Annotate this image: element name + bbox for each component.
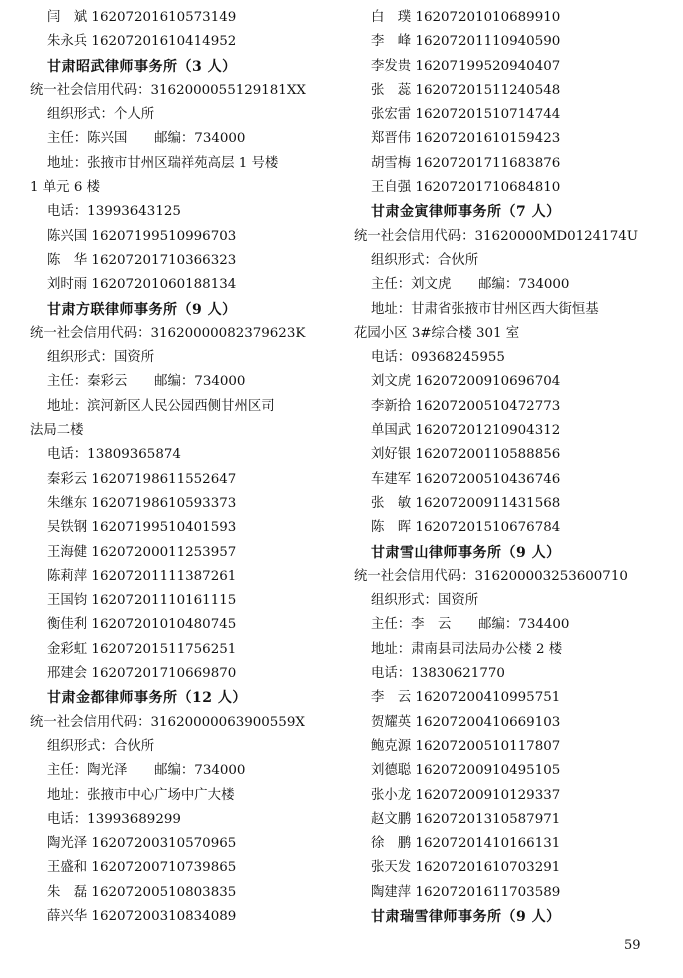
text-line: 郑晋伟 16207201610159423 bbox=[371, 131, 561, 147]
text-line: 白 璞 16207201010689910 bbox=[371, 10, 561, 25]
text-line: 花园小区 3#综合楼 301 室 bbox=[354, 325, 520, 341]
text-line: 金彩虹 16207201511756251 bbox=[47, 641, 237, 657]
firm-heading: 甘肃金寅律师事务所（7 人） bbox=[371, 204, 561, 221]
firm-heading: 甘肃昭武律师事务所（3 人） bbox=[47, 58, 237, 75]
text-line: 刘文虎 16207200910696704 bbox=[371, 374, 561, 390]
text-line: 组织形式：合伙所 bbox=[47, 738, 155, 754]
page-number: 59 bbox=[624, 938, 641, 953]
text-line: 统一社会信用代码：316200003253600710 bbox=[354, 568, 628, 584]
text-line: 电话：13993689299 bbox=[47, 811, 181, 827]
text-line: 地址：甘肃省张掖市甘州区西大街恒基 bbox=[371, 301, 599, 317]
text-line: 主任：陶光泽 邮编：734000 bbox=[47, 763, 246, 779]
text-line: 1 单元 6 楼 bbox=[30, 180, 100, 196]
text-line: 电话：13809365874 bbox=[47, 447, 181, 463]
text-line: 邢建会 16207201710669870 bbox=[47, 666, 237, 682]
text-line: 李 云 16207200410995751 bbox=[371, 690, 561, 706]
text-line: 组织形式：合伙所 bbox=[371, 252, 479, 268]
text-line: 赵文鹏 16207201310587971 bbox=[371, 811, 561, 827]
text-line: 陈 晖 16207201510676784 bbox=[371, 520, 561, 536]
firm-heading: 甘肃金都律师事务所（12 人） bbox=[47, 690, 247, 707]
text-line: 薛兴华 16207200310834089 bbox=[47, 908, 237, 924]
text-line: 组织形式：国资所 bbox=[47, 350, 155, 366]
text-line: 电话：09368245955 bbox=[371, 350, 505, 366]
text-line: 电话：13993643125 bbox=[47, 204, 181, 220]
text-line: 组织形式：个人所 bbox=[47, 107, 155, 123]
text-line: 地址：张掖市甘州区瑞祥苑高层 1 号楼 bbox=[47, 155, 279, 171]
text-line: 统一社会信用代码：31620000MD0124174U bbox=[354, 228, 639, 244]
text-line: 张宏雷 16207201510714744 bbox=[371, 107, 561, 123]
text-line: 朱 磊 16207200510803835 bbox=[47, 884, 237, 900]
text-line: 刘好银 16207200110588856 bbox=[371, 447, 561, 463]
text-line: 张天发 16207201610703291 bbox=[371, 860, 561, 876]
text-line: 李发贵 16207199520940407 bbox=[371, 58, 561, 74]
text-line: 张 蕊 16207201511240548 bbox=[371, 82, 561, 98]
text-line: 陈兴国 16207199510996703 bbox=[47, 228, 237, 244]
text-line: 王自强 16207201710684810 bbox=[371, 180, 561, 196]
text-line: 张 敏 16207200911431568 bbox=[371, 495, 561, 511]
text-line: 地址：滨河新区人民公园西侧甘州区司 bbox=[47, 398, 275, 414]
text-line: 王海健 16207200011253957 bbox=[47, 544, 237, 560]
left-column bbox=[30, 6, 330, 929]
text-line: 张小龙 16207200910129337 bbox=[371, 787, 561, 803]
text-line: 刘德聪 16207200910495105 bbox=[371, 763, 561, 779]
text-line: 贺耀英 16207200410669103 bbox=[371, 714, 561, 730]
text-line: 衡佳利 16207201010480745 bbox=[47, 617, 237, 633]
text-line: 单国武 16207201210904312 bbox=[371, 423, 561, 439]
text-line: 地址：肃南县司法局办公楼 2 楼 bbox=[371, 641, 563, 657]
text-line: 主任：秦彩云 邮编：734000 bbox=[47, 374, 246, 390]
text-line: 主任：李 云 邮编：734400 bbox=[371, 617, 570, 633]
text-line: 统一社会信用代码：31620000082379623K bbox=[30, 325, 306, 341]
text-line: 鲍克源 16207200510117807 bbox=[371, 738, 561, 754]
text-line: 秦彩云 16207198611552647 bbox=[47, 471, 237, 487]
firm-heading: 甘肃瑞雪律师事务所（9 人） bbox=[371, 908, 561, 925]
text-line: 陶建萍 16207201611703589 bbox=[371, 884, 561, 900]
text-line: 陶光泽 16207200310570965 bbox=[47, 836, 237, 852]
text-line: 组织形式：国资所 bbox=[371, 593, 479, 609]
text-line: 陈莉萍 16207201111387261 bbox=[47, 568, 237, 584]
text-line: 地址：张掖市中心广场中广大楼 bbox=[47, 787, 235, 803]
text-line: 刘时雨 16207201060188134 bbox=[47, 277, 237, 293]
firm-heading: 甘肃雪山律师事务所（9 人） bbox=[371, 544, 561, 561]
text-line: 闫 斌 16207201610573149 bbox=[47, 10, 237, 25]
text-line: 徐 鹏 16207201410166131 bbox=[371, 836, 561, 852]
text-line: 法局二楼 bbox=[30, 423, 84, 439]
right-column bbox=[354, 6, 659, 929]
text-line: 朱永兵 16207201610414952 bbox=[47, 34, 237, 50]
text-line: 统一社会信用代码：31620000063900559X bbox=[30, 714, 305, 730]
text-line: 电话：13830621770 bbox=[371, 666, 505, 682]
text-line: 李 峰 16207201110940590 bbox=[371, 34, 561, 50]
text-line: 主任：陈兴国 邮编：734000 bbox=[47, 131, 246, 147]
firm-heading: 甘肃方联律师事务所（9 人） bbox=[47, 301, 237, 318]
text-line: 吴铁钢 16207199510401593 bbox=[47, 520, 237, 536]
text-line: 车建军 16207200510436746 bbox=[371, 471, 561, 487]
text-line: 李新拾 16207200510472773 bbox=[371, 398, 561, 414]
text-line: 陈 华 16207201710366323 bbox=[47, 252, 237, 268]
text-line: 胡雪梅 16207201711683876 bbox=[371, 155, 561, 171]
text-line: 统一社会信用代码：3162000055129181XX bbox=[30, 82, 306, 98]
text-line: 主任：刘文虎 邮编：734000 bbox=[371, 277, 570, 293]
text-line: 朱继东 16207198610593373 bbox=[47, 495, 237, 511]
text-line: 王盛和 16207200710739865 bbox=[47, 860, 237, 876]
text-line: 王国钧 16207201110161115 bbox=[47, 593, 237, 609]
